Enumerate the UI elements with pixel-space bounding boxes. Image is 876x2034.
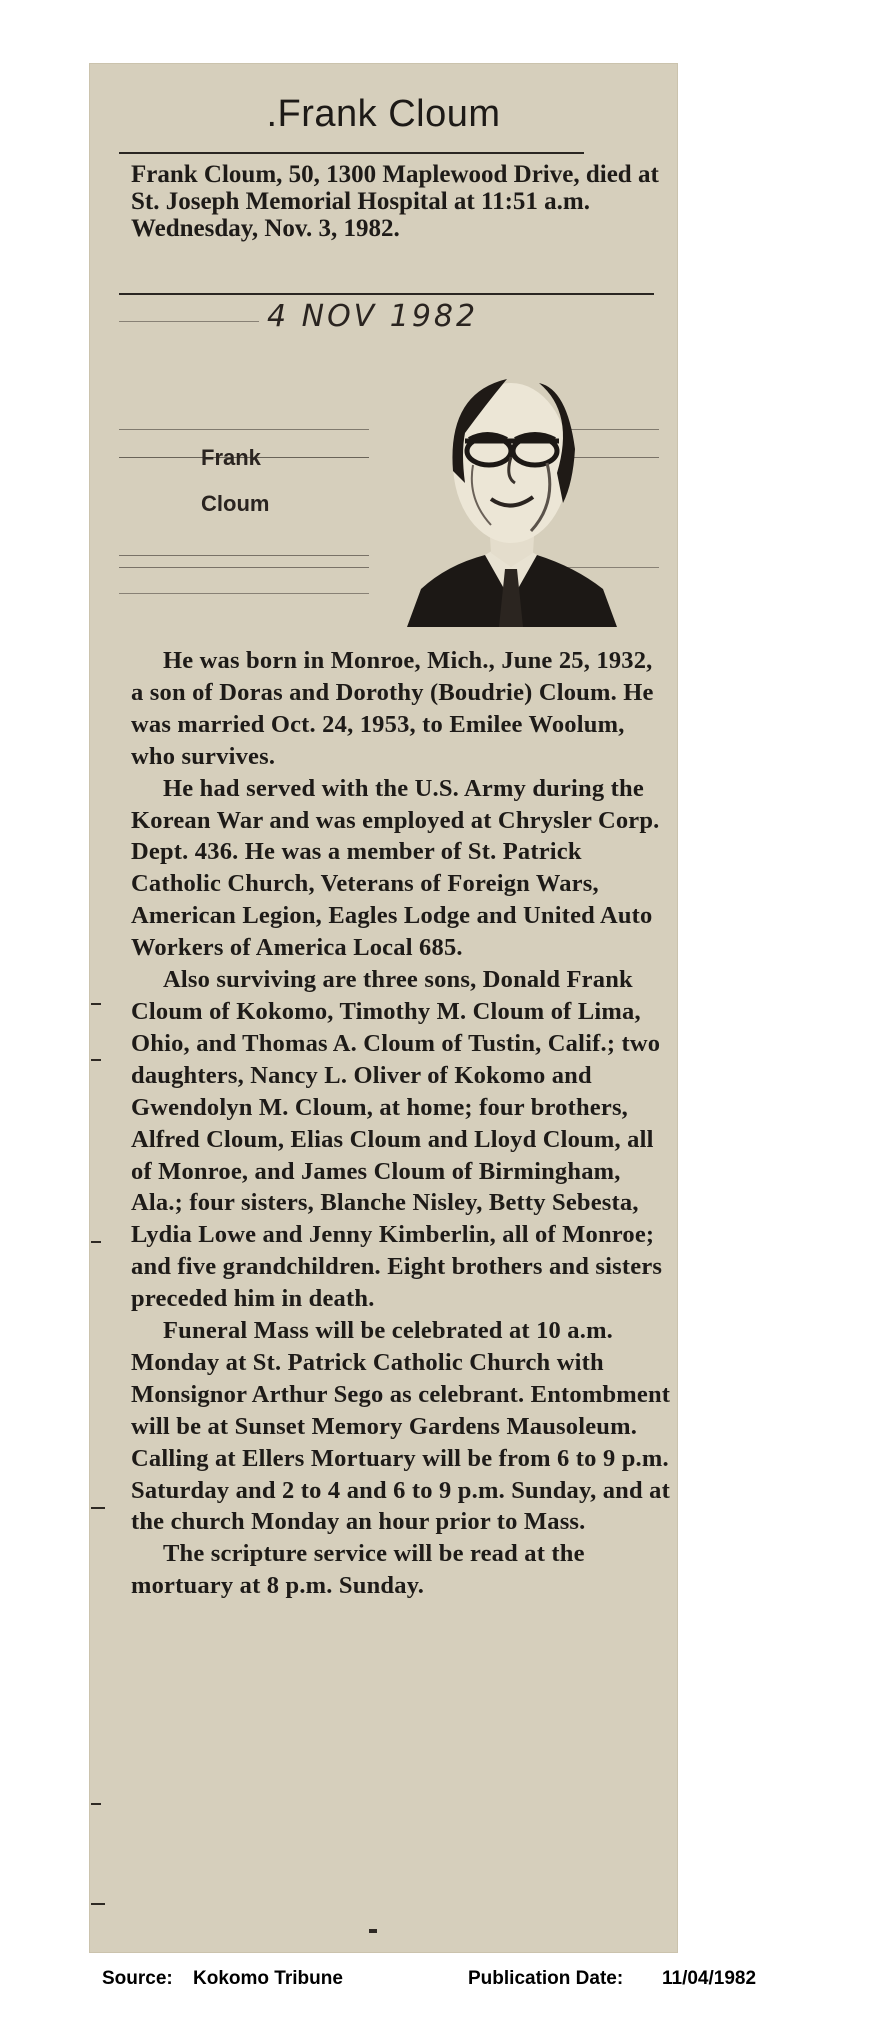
margin-mark [91, 1003, 101, 1005]
publication-date-label: Publication Date: [468, 1968, 624, 1989]
obituary-body [131, 645, 671, 1602]
handwritten-date: 4 NOV 1982 [267, 299, 479, 334]
divider-line [119, 593, 369, 594]
margin-mark [91, 1903, 105, 1905]
margin-mark [91, 1507, 105, 1509]
paragraph-survivors: Also surviving are three sons, Donald Frank Cloum of Kokomo, Timothy M. Cloum of Lima, Ohio, and Thomas A. Cloum of Tustin, Calif.; two daughters, Nancy L. Oliver of Kokomo and Gwendolyn M. Cloum, at home; four brothers, Alfred Cloum, Elias Cloum and Lloyd Cloum, all of Monroe, and James Cloum of Birmingham, Ala.; four sisters, Blanche Nisley, Betty Sebesta, Lydia Lowe and Jenny Kimberlin, all of Monroe; and five grandchildren. Eight brothers and sisters preceded him in death. [131, 966, 663, 1313]
obituary-headline: .Frank Cloum [266, 93, 501, 135]
obituary-lead: Frank Cloum, 50, 1300 Maplewood Drive, died at St. Joseph Memorial Hospital at 11:51 a.m. Wednesday, Nov. 3, 1982. [131, 161, 659, 242]
paragraph-service: He had served with the U.S. Army during the Korean War and was employed at Chrysler Corp. Dept. 436. He was a member of St. Patrick Catholic Church, Veterans of Foreign Wars, American Legion, Eagles Lodge and United Auto Workers of America Local 685. [131, 774, 660, 962]
divider-line [119, 567, 369, 568]
publication-date-value: 11/04/1982 [662, 1968, 757, 1989]
photo-caption-first-name: Frank [201, 445, 261, 470]
paragraph-birth: He was born in Monroe, Mich., June 25, 1932, a son of Doras and Dorothy (Boudrie) Cloum. He was married Oct. 24, 1953, to Emilee Woolum, who survives. [131, 647, 654, 770]
margin-mark [91, 1803, 101, 1805]
divider-line [119, 321, 259, 322]
newspaper-clipping [89, 63, 678, 1953]
margin-mark [91, 1241, 101, 1243]
source-value: Kokomo Tribune [193, 1968, 343, 1989]
lead-rule [119, 293, 654, 295]
paragraph-funeral: Funeral Mass will be celebrated at 10 a.m. Monday at St. Patrick Catholic Church with Monsignor Arthur Sego as celebrant. Entombment will be at Sunset Memory Gardens Mausoleum. Calling at Ellers Mortuary will be from 6 to 9 p.m. Saturday and 2 to 4 and 6 to 9 p.m. Sunday, and at the church Monday an hour prior to Mass. [131, 1317, 671, 1536]
paragraph-scripture: The scripture service will be read at the mortuary at 8 p.m. Sunday. [131, 1540, 585, 1600]
source-label: Source: [102, 1968, 173, 1989]
margin-mark [91, 1059, 101, 1061]
margin-mark [369, 1929, 377, 1933]
divider-line [119, 429, 369, 430]
headline-rule [119, 152, 584, 154]
portrait-photo [407, 353, 617, 627]
divider-line [119, 555, 369, 556]
photo-caption-last-name: Cloum [201, 491, 270, 516]
